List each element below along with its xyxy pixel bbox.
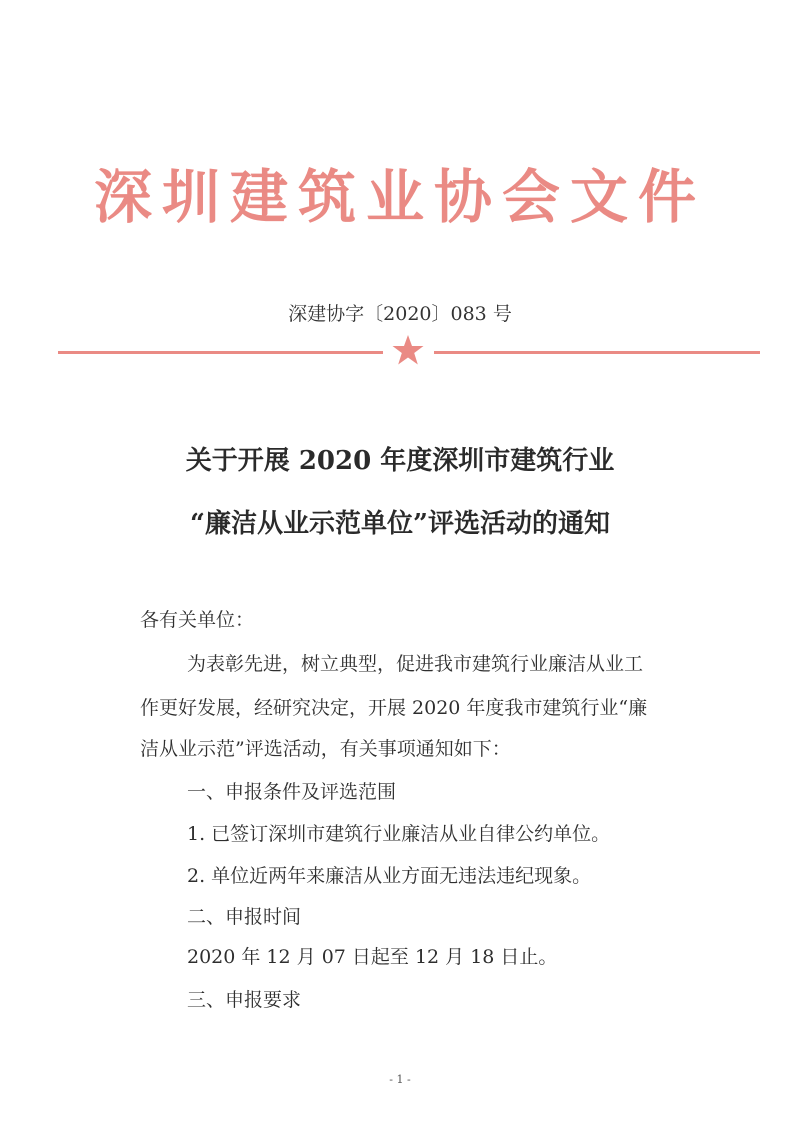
- notice-title-line-1: 关于开展 2020 年度深圳市建筑行业: [185, 446, 615, 476]
- section-1-heading: 一、申报条件及评选范围: [187, 781, 397, 803]
- page-number: - 1 -: [389, 1073, 411, 1086]
- intro-line-1: 为表彰先进，树立典型，促进我市建筑行业廉洁从业工: [187, 653, 644, 675]
- red-star-icon: [391, 333, 425, 367]
- separator-line-left: [58, 351, 383, 354]
- document-masthead: 深圳建筑业协会文件: [93, 163, 706, 231]
- document-number: 深建协字〔2020〕083 号: [288, 303, 512, 325]
- intro-line-3: 洁从业示范”评选活动，有关事项通知如下：: [140, 738, 511, 760]
- section-3-heading: 三、申报要求: [187, 989, 302, 1011]
- section-1-item-2: 2. 单位近两年来廉洁从业方面无违法违纪现象。: [187, 865, 592, 887]
- salutation: 各有关单位：: [140, 609, 255, 631]
- section-2-heading: 二、申报时间: [187, 906, 302, 928]
- intro-line-2: 作更好发展，经研究决定，开展 2020 年度我市建筑行业“廉: [140, 697, 648, 719]
- separator-line-right: [434, 351, 760, 354]
- notice-title-line-2: “廉洁从业示范单位”评选活动的通知: [190, 509, 610, 539]
- section-1-item-1: 1. 已签订深圳市建筑行业廉洁从业自律公约单位。: [187, 823, 611, 845]
- section-2-text: 2020 年 12 月 07 日起至 12 月 18 日止。: [187, 946, 558, 968]
